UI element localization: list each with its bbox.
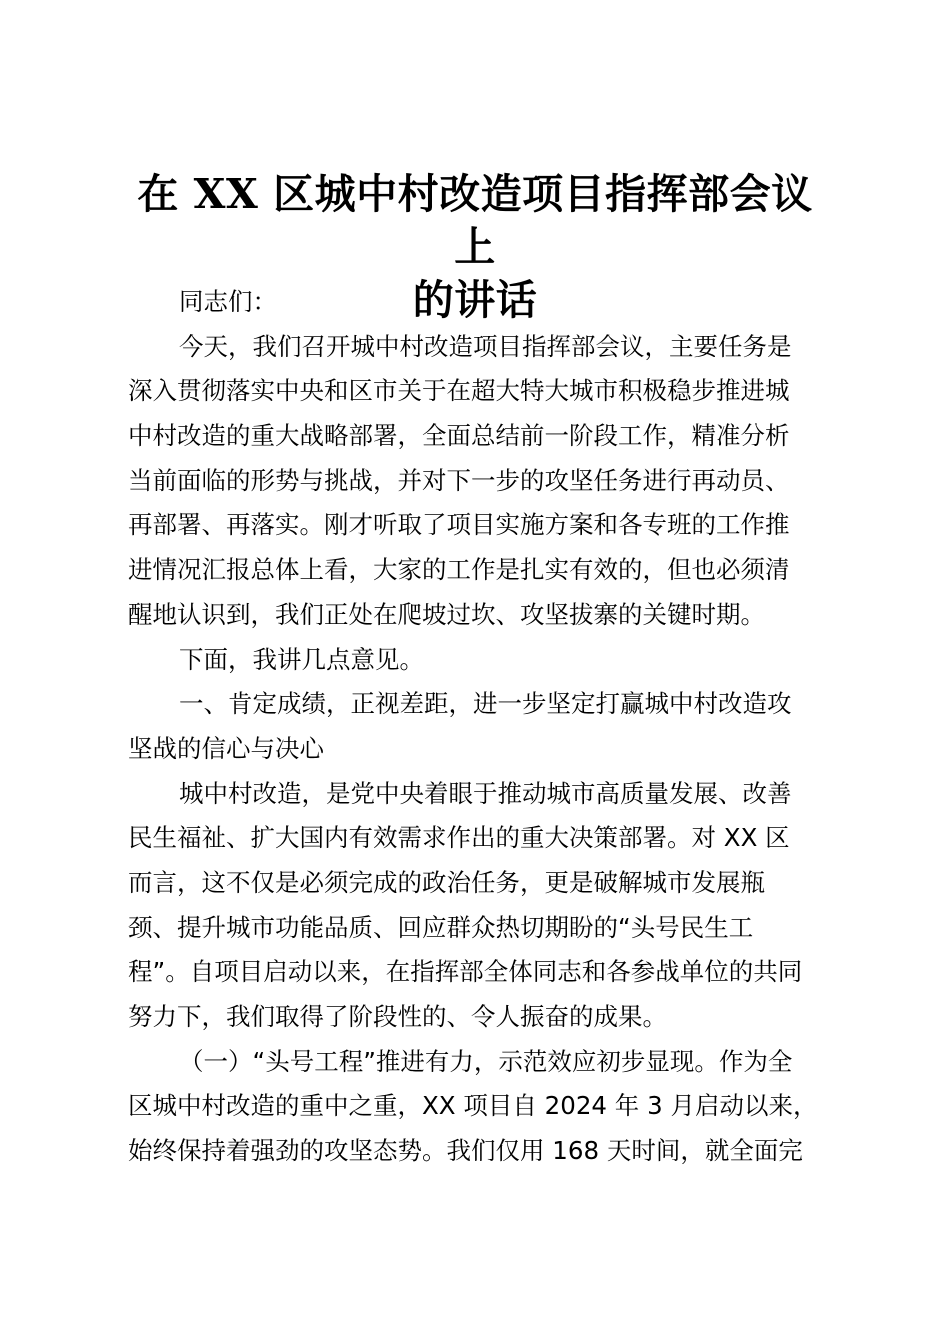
- paragraph-line: 而言，这不仅是必须完成的政治任务，更是破解城市发展瓶: [128, 867, 765, 897]
- section-heading-line: 坚战的信心与决心: [128, 733, 324, 763]
- paragraph-line: 再部署、再落实。刚才听取了项目实施方案和各专班的工作推: [128, 510, 790, 540]
- paragraph-line: 始终保持着强劲的攻坚态势。我们仅用 168 天时间，就全面完: [128, 1136, 803, 1166]
- paragraph-line: 进情况汇报总体上看，大家的工作是扎实有效的，但也必须清: [128, 555, 790, 585]
- salutation-line: 同志们：: [179, 287, 277, 316]
- paragraph-line: 醒地认识到，我们正处在爬坡过坎、攻坚拔寨的关键时期。: [128, 599, 765, 629]
- paragraph-line: 区城中村改造的重中之重，XX 项目自 2024 年 3 月启动以来，: [128, 1091, 818, 1121]
- paragraph-line: 今天，我们召开城中村改造项目指挥部会议，主要任务是: [179, 331, 792, 361]
- section-heading-line: 一、肯定成绩，正视差距，进一步坚定打赢城中村改造攻: [179, 689, 792, 719]
- document-body: [128, 280, 828, 1174]
- paragraph-line: 下面，我讲几点意见。: [179, 644, 424, 674]
- paragraph-line: 中村改造的重大战略部署，全面总结前一阶段工作，精准分析: [128, 421, 790, 451]
- subsection-line: （一）“头号工程”推进有力，示范效应初步显现。作为全: [179, 1046, 793, 1076]
- paragraph-line: 程”。自项目启动以来，在指挥部全体同志和各参战单位的共同: [128, 957, 803, 987]
- paragraph-line: 民生福祉、扩大国内有效需求作出的重大决策部署。对 XX 区: [128, 823, 790, 853]
- paragraph-line: 颈、提升城市功能品质、回应群众热切期盼的“头号民生工: [128, 912, 754, 942]
- paragraph-line: 当前面临的形势与挑战，并对下一步的攻坚任务进行再动员、: [128, 465, 790, 495]
- title-line-2: 的讲话: [412, 276, 538, 324]
- paragraph-line: 城中村改造，是党中央着眼于推动城市高质量发展、改善: [179, 778, 792, 808]
- paragraph-line: 深入贯彻落实中央和区市关于在超大特大城市积极稳步推进城: [128, 376, 790, 406]
- paragraph-line: 努力下，我们取得了阶段性的、令人振奋的成果。: [128, 1002, 667, 1031]
- title-line-1: 在 XX 区城中村改造项目指挥部会议上: [137, 170, 813, 271]
